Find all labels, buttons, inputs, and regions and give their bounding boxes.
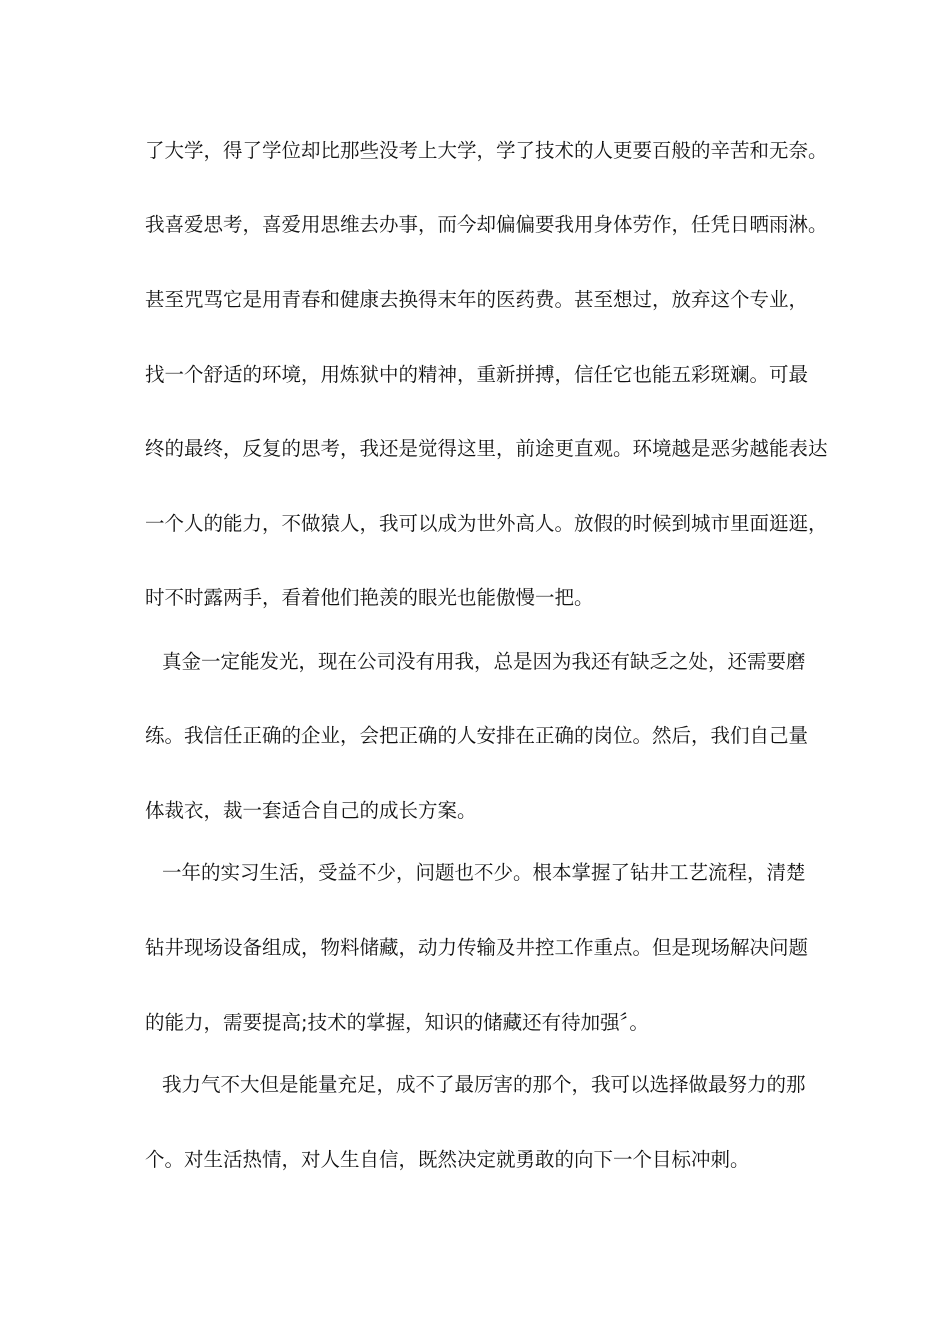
text-line: 一个人的能力，不做猿人，我可以成为世外高人。放假的时候到城市里面逛逛，: [145, 512, 828, 535]
text-line: 钻井现场设备组成，物料储藏，动力传输及井控工作重点。但是现场解决问题: [145, 936, 809, 959]
text-line: 时不时露两手，看着他们艳羡的眼光也能傲慢一把。: [145, 586, 594, 609]
text-line: 终的最终，反复的思考，我还是觉得这里，前途更直观。环境越是恶劣越能表达: [145, 437, 828, 460]
text-line: 个。对生活热情，对人生自信，既然决定就勇敢的向下一个目标冲刺。: [145, 1148, 750, 1171]
text-line: 我喜爱思考，喜爱用思维去办事，而今却偏偏要我用身体劳作，任凭日晒雨淋。: [145, 213, 828, 236]
text-line: 体裁衣，裁一套适合自己的成长方案。: [145, 799, 477, 822]
text-line: 一年的实习生活，受益不少，问题也不少。根本掌握了钻井工艺流程，清楚: [162, 861, 806, 884]
text-line: 找一个舒适的环境，用炼狱中的精神，重新拼搏，信任它也能五彩斑斓。可最: [145, 363, 809, 386]
text-line: 真金一定能发光，现在公司没有用我，总是因为我还有缺乏之处，还需要磨: [162, 650, 806, 673]
text-line: 练。我信任正确的企业，会把正确的人安排在正确的岗位。然后，我们自己量: [145, 724, 809, 747]
text-line: 了大学，得了学位却比那些没考上大学，学了技术的人更要百般的辛苦和无奈。: [145, 139, 828, 162]
text-line: 的能力，需要提高;技术的掌握，知识的储藏还有待加强〞。: [145, 1011, 649, 1034]
text-line: 我力气不大但是能量充足，成不了最厉害的那个，我可以选择做最努力的那: [162, 1073, 806, 1096]
text-line: 甚至咒骂它是用青春和健康去换得末年的医药费。甚至想过，放弃这个专业，: [145, 288, 809, 311]
